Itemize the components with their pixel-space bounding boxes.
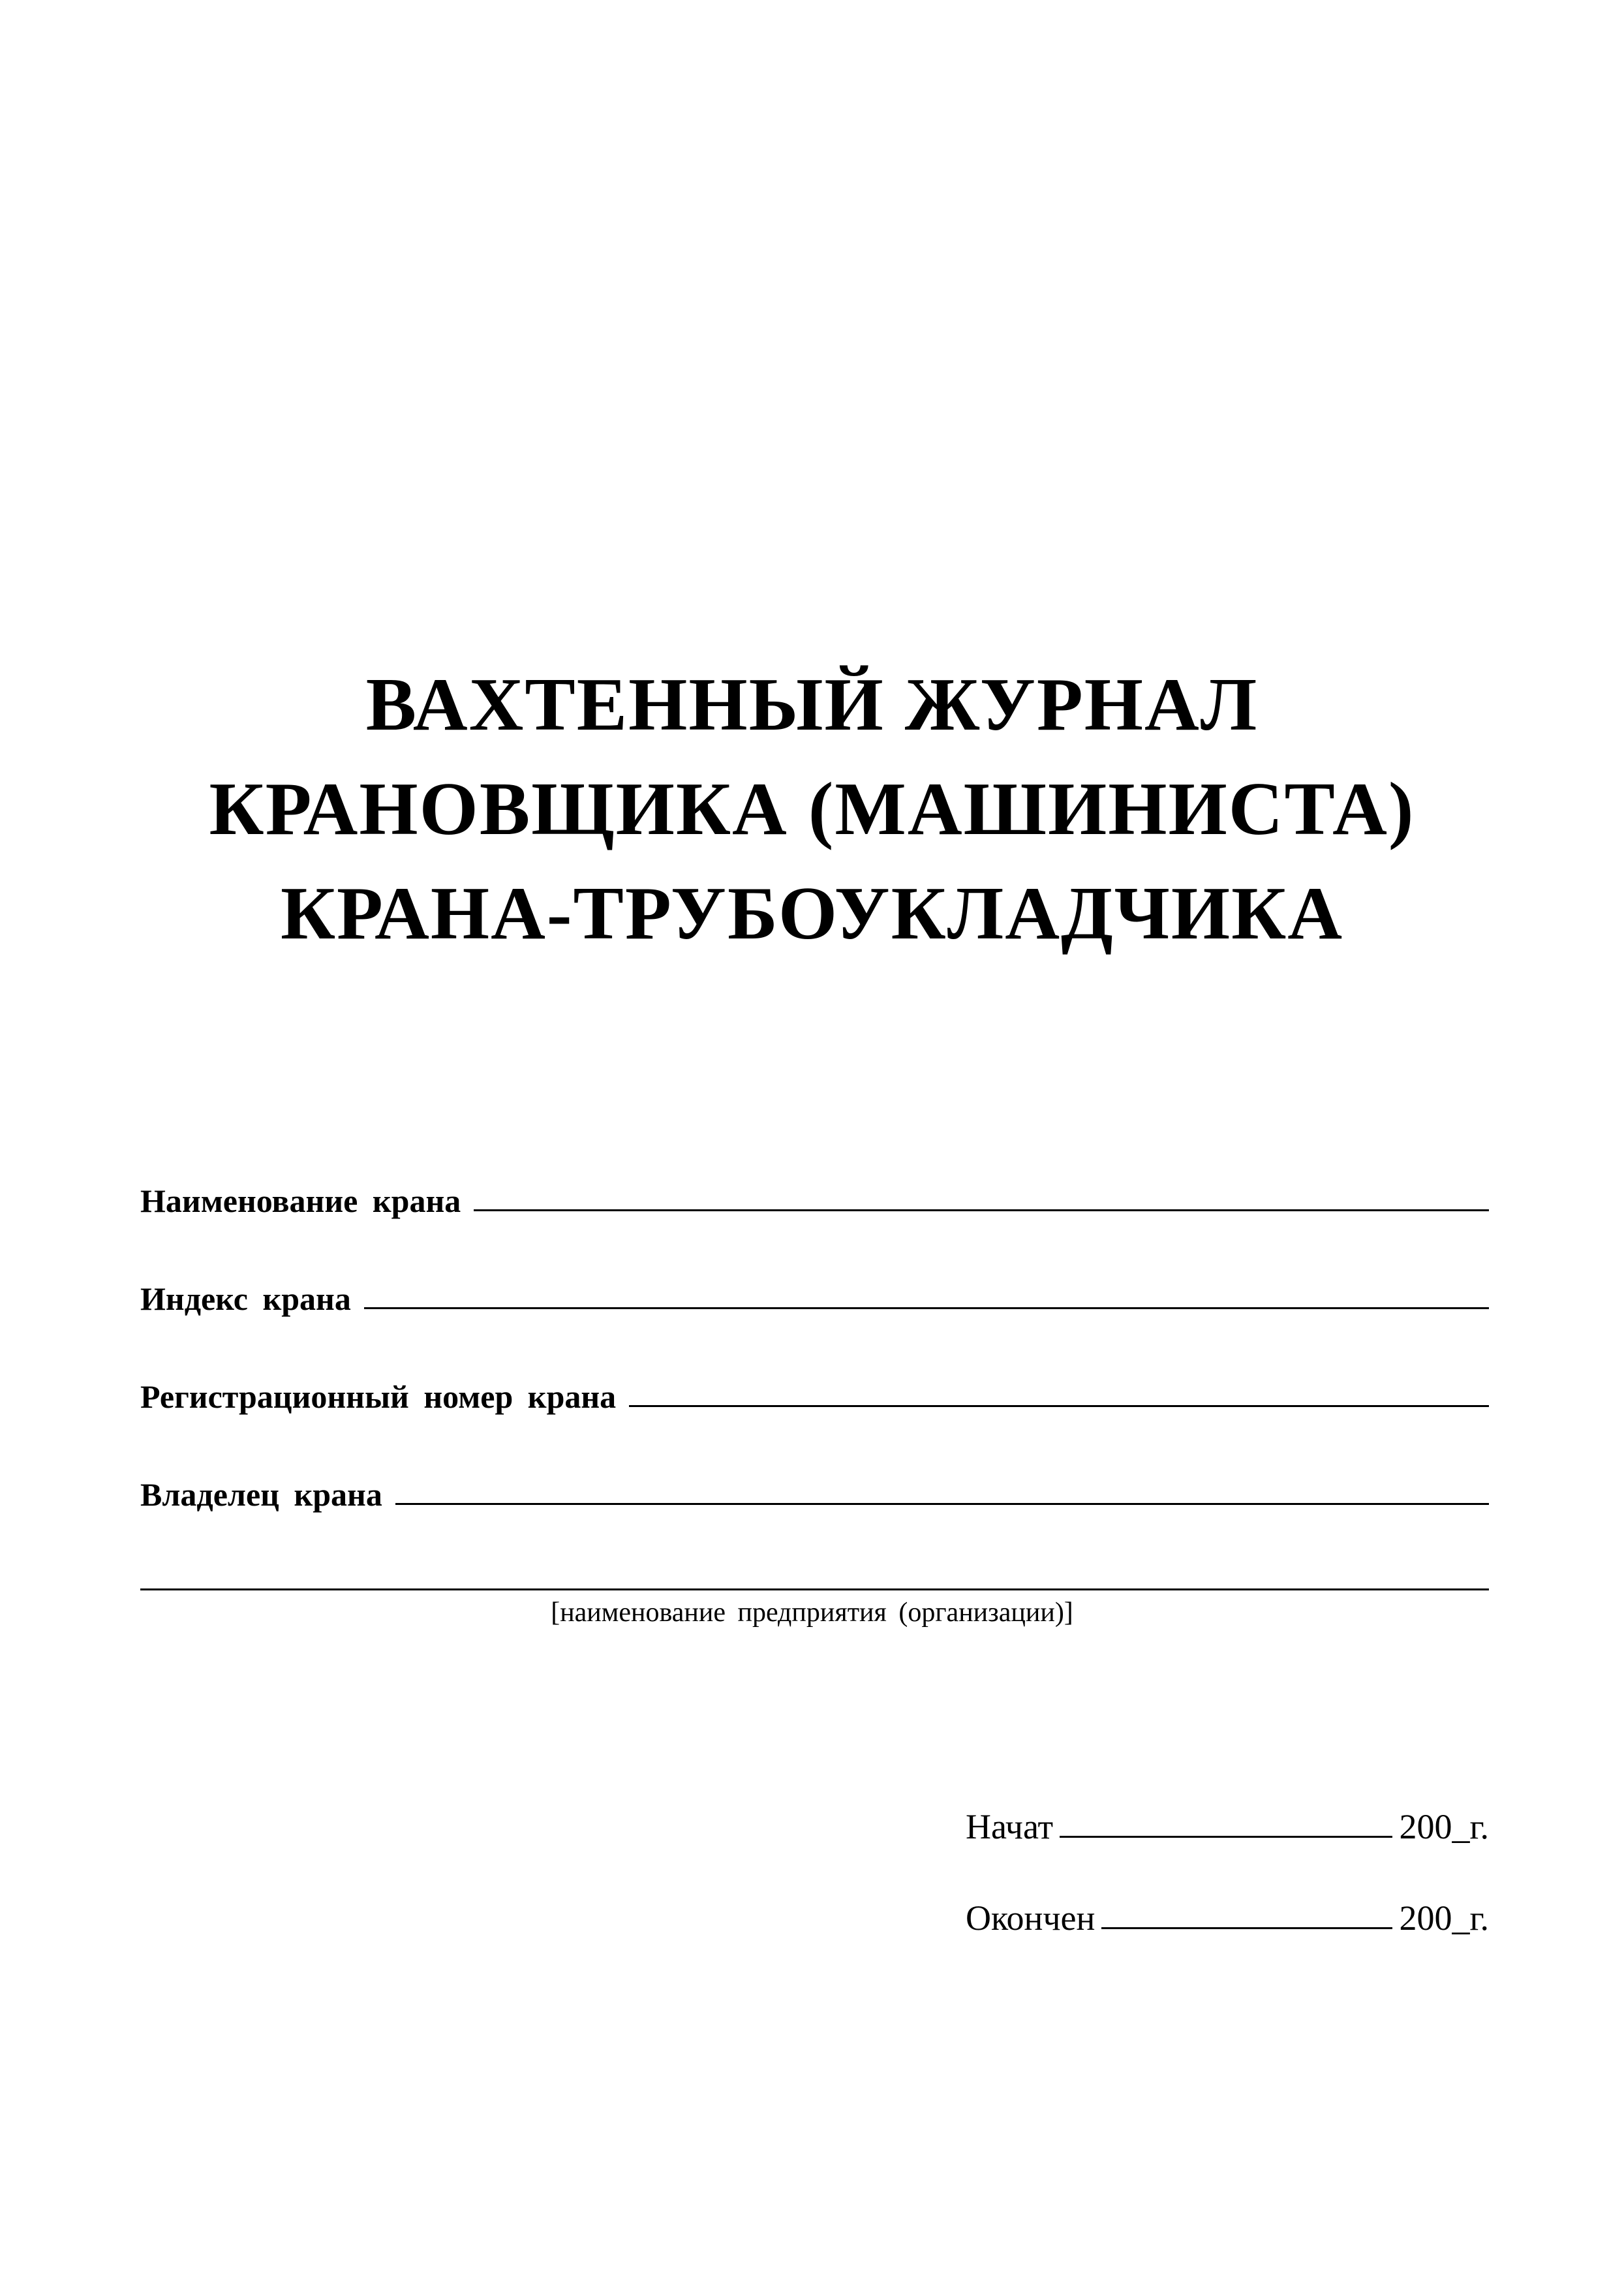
crane-owner-field: [140, 1468, 1489, 1514]
crane-index-blank[interactable]: [364, 1307, 1489, 1309]
crane-name-field: [140, 1175, 1489, 1220]
crane-name-label: Наименование крана: [140, 1183, 461, 1219]
crane-owner-blank[interactable]: [395, 1503, 1489, 1505]
ended-year: 200_г.: [1399, 1898, 1489, 1938]
title-line-1: ВАХТЕННЫЙ ЖУРНАЛ: [365, 663, 1259, 747]
ended-date-blank[interactable]: [1101, 1927, 1392, 1929]
started-date-blank[interactable]: [1060, 1836, 1392, 1838]
started-label: Начат: [966, 1807, 1054, 1846]
ended-date-row: [966, 1893, 1489, 1938]
crane-reg-number-label: Регистрационный номер крана: [140, 1378, 617, 1415]
crane-index-field: [140, 1273, 1489, 1318]
owner-organization-caption: [наименование предприятия (организации)]: [551, 1598, 1073, 1628]
started-year: 200_г.: [1399, 1807, 1489, 1846]
title-line-2: КРАНОВЩИКА (МАШИНИСТА): [209, 767, 1415, 851]
started-date-row: [966, 1801, 1489, 1847]
crane-owner-label: Владелец крана: [140, 1476, 382, 1513]
journal-title: [0, 653, 1624, 966]
crane-name-blank[interactable]: [474, 1209, 1489, 1211]
crane-reg-number-field: [140, 1371, 1489, 1416]
crane-index-label: Индекс крана: [140, 1280, 351, 1317]
owner-organization-blank[interactable]: [140, 1588, 1489, 1590]
ended-label: Окончен: [966, 1898, 1095, 1938]
crane-reg-number-blank[interactable]: [629, 1405, 1489, 1407]
title-line-3: КРАНА-ТРУБОУКЛАДЧИКА: [280, 872, 1344, 955]
